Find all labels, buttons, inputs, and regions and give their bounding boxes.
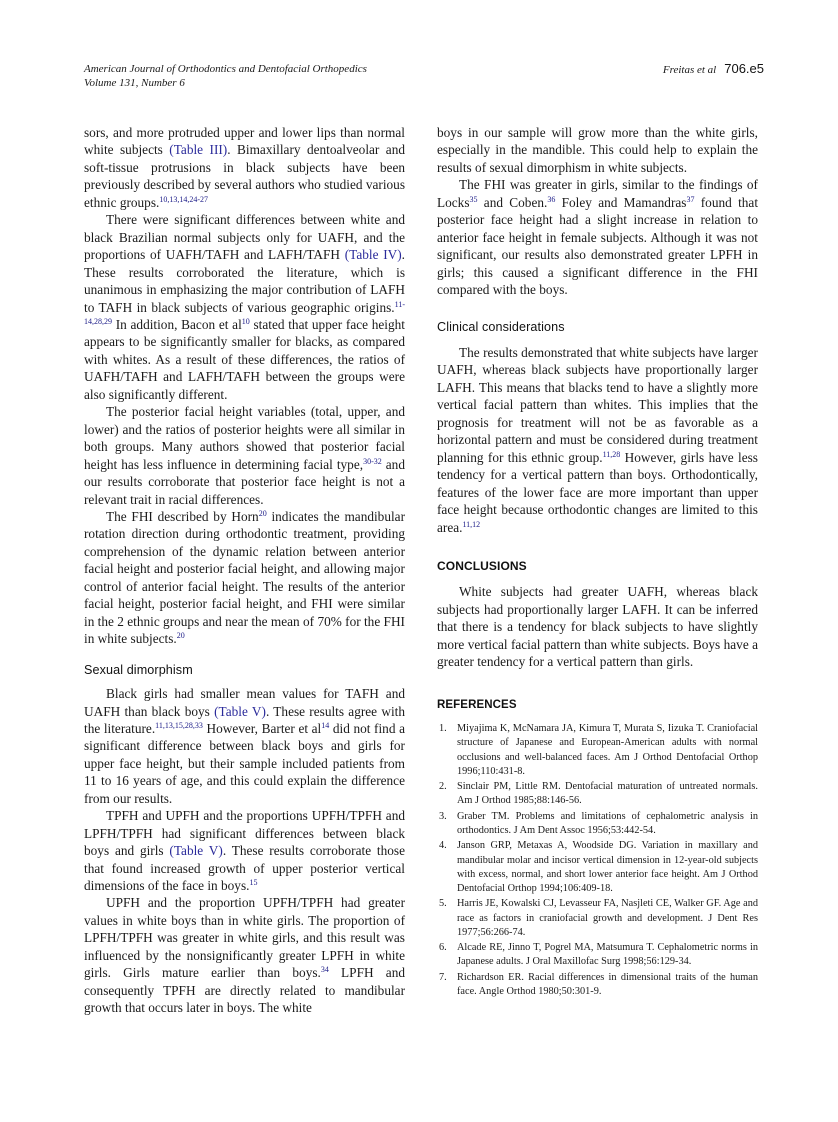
text: and our results corroborate that posterior face height is not a relevant trait in racial differences. (84, 456, 405, 507)
citation[interactable]: 11-14,28,29 (84, 299, 405, 326)
paragraph (437, 124, 758, 176)
text: In addition, Bacon et al (112, 316, 242, 332)
text: TPFH and UPFH and the proportions UPFH/TPFH and LPFH/TPFH had significant differences between black boys and girls (84, 808, 405, 859)
reference-text: Graber TM. Problems and limitations of cephalometric analysis in orthodontics. J Am Dent Assoc 1956;53:442-54. (457, 810, 758, 836)
reference-number: 5. (439, 898, 447, 910)
text: Black girls had smaller mean values for TAFH and UAFH than black boys (84, 686, 405, 719)
table-link[interactable]: (Table III) (169, 142, 228, 158)
text: White subjects had greater UAFH, whereas black subjects had proportionally larger LAFH. It can be inferred that there is a tendency for black subjects to have slightly more vertical facial pattern than white subjects. Boys have a greater tendency for a vertical pattern than girls. (437, 584, 758, 670)
text: . Bimaxillary dentoalveolar and soft-tissue protrusions in black subjects have been previously described by several authors who studied various ethnic groups. (84, 142, 405, 210)
text: . These results corroborated the literature, which is unanimous in emphasizing the major contribution of LAFH to TAFH in black subjects of various geographic origins. (84, 247, 405, 315)
paragraph (84, 124, 405, 211)
reference-number: 6. (439, 942, 447, 954)
right-column (437, 124, 758, 1000)
reference-text: Sinclair PM, Little RM. Dentofacial maturation of untreated normals. Am J Orthod 1985;88:146-56. (457, 781, 758, 807)
citation[interactable]: 37 (686, 194, 695, 204)
text: stated that upper face height appears to be significantly smaller for blacks, as compared with whites. As a result of these differences, the ratios of UAFH/TAFH and LAFH/TAFH between the groups were also significantly different. (84, 316, 405, 402)
citation[interactable]: 30-32 (363, 456, 382, 466)
section-heading-clinical-considerations: Clinical considerations (437, 319, 565, 334)
running-authors: Freitas et al (662, 64, 717, 76)
reference-item (437, 780, 758, 808)
citation[interactable]: 35 (469, 194, 478, 204)
text: indicates the mandibular rotation direction during orthodontic treatment, providing comprehension of the dynamic relation between anterior facial height and posterior facial height, and allowing major control of anterior facial height. The results of the anterior facial height, posterior facial height, and FHI were similar in the 2 ethnic groups and near the mean of 70% for the FHI in white subjects. (84, 508, 406, 647)
reference-number: 1. (439, 723, 447, 735)
citation[interactable]: 14 (321, 720, 330, 730)
reference-text: Richardson ER. Racial differences in dimensional traits of the human face. Angle Orthod 1980;50:301-9. (457, 971, 758, 997)
citation[interactable]: 20 (176, 631, 185, 641)
reference-text: Harris JE, Kowalski CJ, Levasseur FA, Nasjleti CE, Walker GF. Age and race as factors in craniofacial growth and development. J Dent Res 1977;56:266-74. (457, 898, 758, 938)
paragraph (84, 211, 405, 403)
left-column (84, 124, 405, 1017)
reference-number: 3. (439, 810, 447, 822)
paragraph (84, 894, 405, 1016)
paragraph (84, 508, 405, 648)
paragraph (437, 176, 758, 298)
paragraph (84, 403, 405, 508)
reference-list (437, 722, 758, 999)
section-heading-references: REFERENCES (437, 698, 517, 711)
journal-volume: Volume 131, Number 6 (84, 77, 185, 89)
reference-item (437, 941, 758, 969)
section-heading-sexual-dimorphism: Sexual dimorphism (84, 662, 193, 677)
paragraph (84, 807, 405, 894)
reference-number: 4. (439, 840, 447, 852)
paragraph (84, 685, 405, 807)
reference-text: Alcade RE, Jinno T, Pogrel MA, Matsumura T. Cephalometric norms in Japanese adults. J Oral Maxillofac Surg 1998;56:129-34. (457, 942, 758, 968)
citation[interactable]: 10,13,14,24-27 (159, 194, 209, 204)
paragraph (437, 344, 758, 536)
text: The FHI was greater in girls, similar to the findings of Locks (437, 177, 758, 210)
author-page (663, 62, 764, 77)
text: There were significant differences between white and black Brazilian normal subjects only for UAFH, and the proportions of UAFH/TAFH and LAFH/TAFH (84, 212, 405, 263)
text: However, Barter et al (202, 720, 322, 736)
page-number: 706.e5 (724, 61, 764, 76)
text: and Coben. (477, 194, 548, 210)
reference-item (437, 722, 758, 779)
reference-number: 7. (439, 971, 447, 983)
table-link[interactable]: (Table V) (169, 843, 223, 859)
reference-item (437, 971, 758, 999)
text: boys in our sample will grow more than the white girls, especially in the mandible. This could help to explain the results of sexual dimorphism in white subjects. (437, 125, 758, 175)
reference-text: Janson GRP, Metaxas A, Woodside DG. Variation in maxillary and mandibular molar and incisor vertical dimension in 12-year-old subjects with excess, normal, and short lower anterior face height. Am J Orthod Dentofacial Orthop 1994;106:409-18. (457, 840, 758, 894)
text: The results demonstrated that white subjects have larger UAFH, whereas black subjects have proportionally larger LAFH. This means that blacks tend to have a slightly more vertical facial pattern than whites. This implies that the prognosis for treatment will not be as favorable as a horizontal pattern and must be considered during treatment planning for this ethnic group. (437, 344, 758, 465)
text: However, girls have less tendency for a vertical pattern than boys. Orthodontically, features of the lower face are more important than upper face height because orthodontic changes are limited to this area. (437, 449, 758, 535)
citation[interactable]: 34 (320, 965, 329, 975)
citation[interactable]: 11,13,15,28,33 (155, 720, 203, 730)
citation[interactable]: 20 (258, 508, 267, 518)
reference-item (437, 897, 758, 940)
text: The posterior facial height variables (total, upper, and lower) and the ratios of posterior heights were all similar in both groups. Many authors showed that posterior facial height has less influence in determining facial type, (84, 404, 405, 472)
reference-text: Miyajima K, McNamara JA, Kimura T, Murata S, Iizuka T. Craniofacial structure of Japanese and European-American adults with normal occlusions and well-balanced faces. Am J Orthod Dentofacial Orthop 1996;110:431-8. (457, 723, 758, 777)
citation[interactable]: 11,28 (602, 449, 621, 459)
text: found that posterior face height had a slight increase in relation to anterior face height in female subjects. Although it was not significant, our results also demonstrated greater LPFH in girls; this caused a significant difference in the FHI compared with the boys. (437, 194, 759, 298)
reference-item (437, 839, 758, 896)
table-link[interactable]: (Table IV) (344, 247, 402, 263)
text: UPFH and the proportion UPFH/TPFH had greater values in white boys than in white girls. The proportion of LPFH/TPFH was greater in white girls, and this result was influenced by the nonsignificantly greater LPFH in white girls. Girls mature earlier than boys. (84, 895, 405, 981)
text: Foley and Mamandras (555, 194, 687, 210)
reference-item (437, 810, 758, 838)
citation[interactable]: 10 (241, 316, 250, 326)
text: did not find a significant difference between black boys and girls for upper face height, but their sample included patients from 11 to 16 years of age, and this could explain the difference from our results. (84, 720, 405, 806)
text: . These results corroborate those that found increased growth of upper posterior vertical dimensions of the face in boys. (84, 843, 405, 894)
citation[interactable]: 11,12 (462, 519, 481, 529)
section-heading-conclusions: CONCLUSIONS (437, 558, 527, 573)
text: LPFH and consequently TPFH are directly related to mandibular growth that occurs later in boys. The white (84, 965, 405, 1016)
reference-number: 2. (439, 781, 447, 793)
text: . These results agree with the literature. (84, 703, 405, 736)
citation[interactable]: 15 (249, 878, 258, 888)
citation[interactable]: 36 (547, 194, 556, 204)
text: The FHI described by Horn (106, 508, 259, 524)
table-link[interactable]: (Table V) (214, 703, 266, 719)
paragraph (437, 583, 758, 670)
text: sors, and more protruded upper and lower lips than normal white subjects (84, 125, 405, 158)
journal-title: American Journal of Orthodontics and Dentofacial Orthopedics (84, 63, 367, 75)
running-header (84, 62, 764, 90)
